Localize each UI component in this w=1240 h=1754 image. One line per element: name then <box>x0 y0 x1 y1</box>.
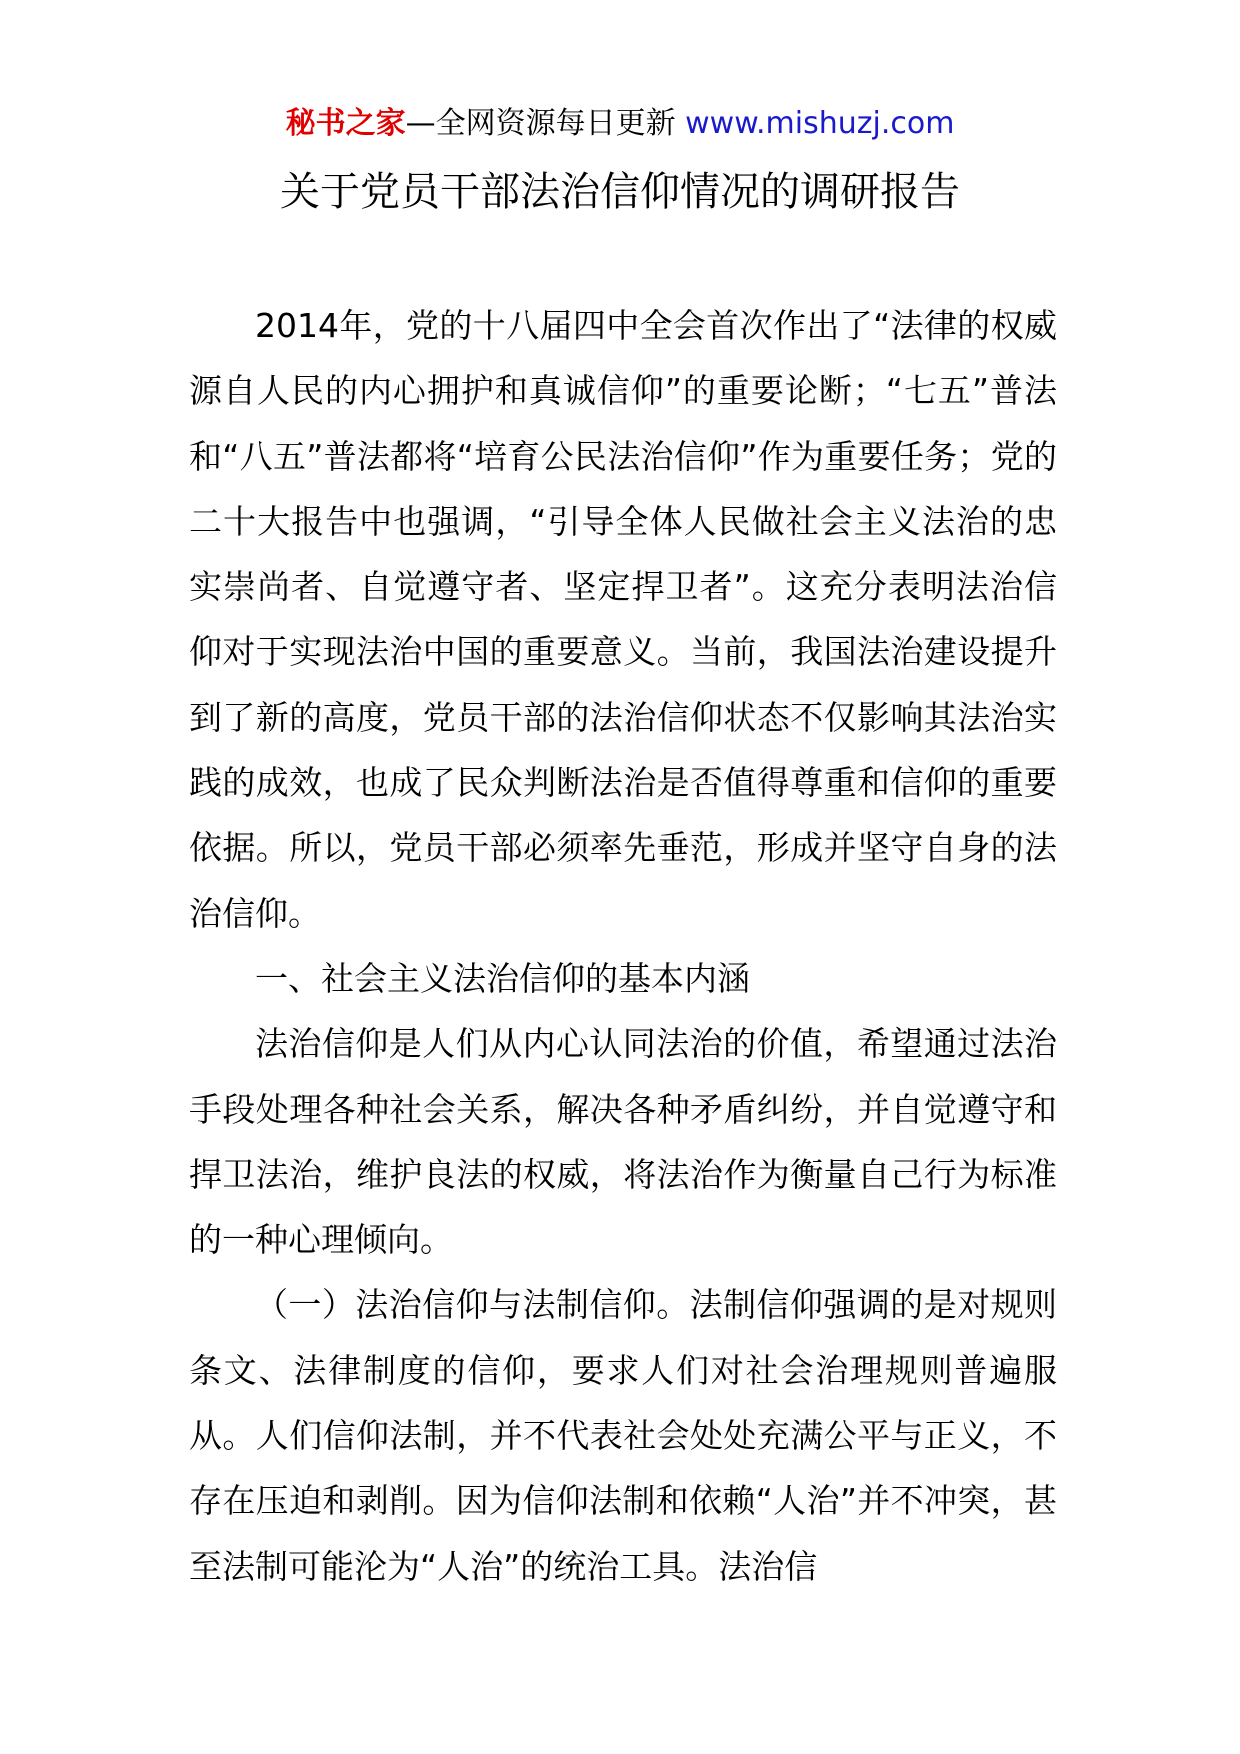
body-paragraph: （一）法治信仰与法制信仰。法制信仰强调的是对规则条文、法律制度的信仰，要求人们对社会治理规则普遍服从。人们信仰法制，并不代表社会处处充满公平与正义，不存在压迫和剥削。因为信仰法制和依赖“人治”并不冲突，甚至法制可能沦为“人治”的统治工具。法治信 <box>189 1285 1057 1586</box>
site-slogan: —全网资源每日更新 <box>405 106 676 141</box>
document-title: 关于党员干部法治信仰情况的调研报告 <box>280 169 960 215</box>
body-paragraph: 法治信仰是人们从内心认同法治的价值，希望通过法治手段处理各种社会关系，解决各种矛盾纠纷，并自觉遵守和捍卫法治，维护良法的权威，将法治作为衡量自己行为标准的一种心理倾向。 <box>189 1024 1057 1260</box>
document-body <box>189 293 1057 1599</box>
site-brand: 秘书之家 <box>285 106 406 141</box>
intro-paragraph: 2014年，党的十八届四中全会首次作出了“法律的权威源自人民的内心拥护和真诚信仰”的重要论断；“七五”普法和“八五”普法都将“培育公民法治信仰”作为重要任务；党的二十大报告中也强调，“引导全体人民做社会主义法治的忠实崇尚者、自觉遵守者、坚定捍卫者”。这充分表明法治信仰对于实现法治中国的重要意义。当前，我国法治建设提升到了新的高度，党员干部的法治信仰状态不仅影响其法治实践的成效，也成了民众判断法治是否值得尊重和信仰的重要依据。所以，党员干部必须率先垂范，形成并坚守自身的法治信仰。 <box>189 306 1057 933</box>
site-header <box>0 100 1240 148</box>
site-url-link[interactable]: www.mishuzj.com <box>685 106 955 141</box>
section-heading: 一、社会主义法治信仰的基本内涵 <box>255 958 750 998</box>
